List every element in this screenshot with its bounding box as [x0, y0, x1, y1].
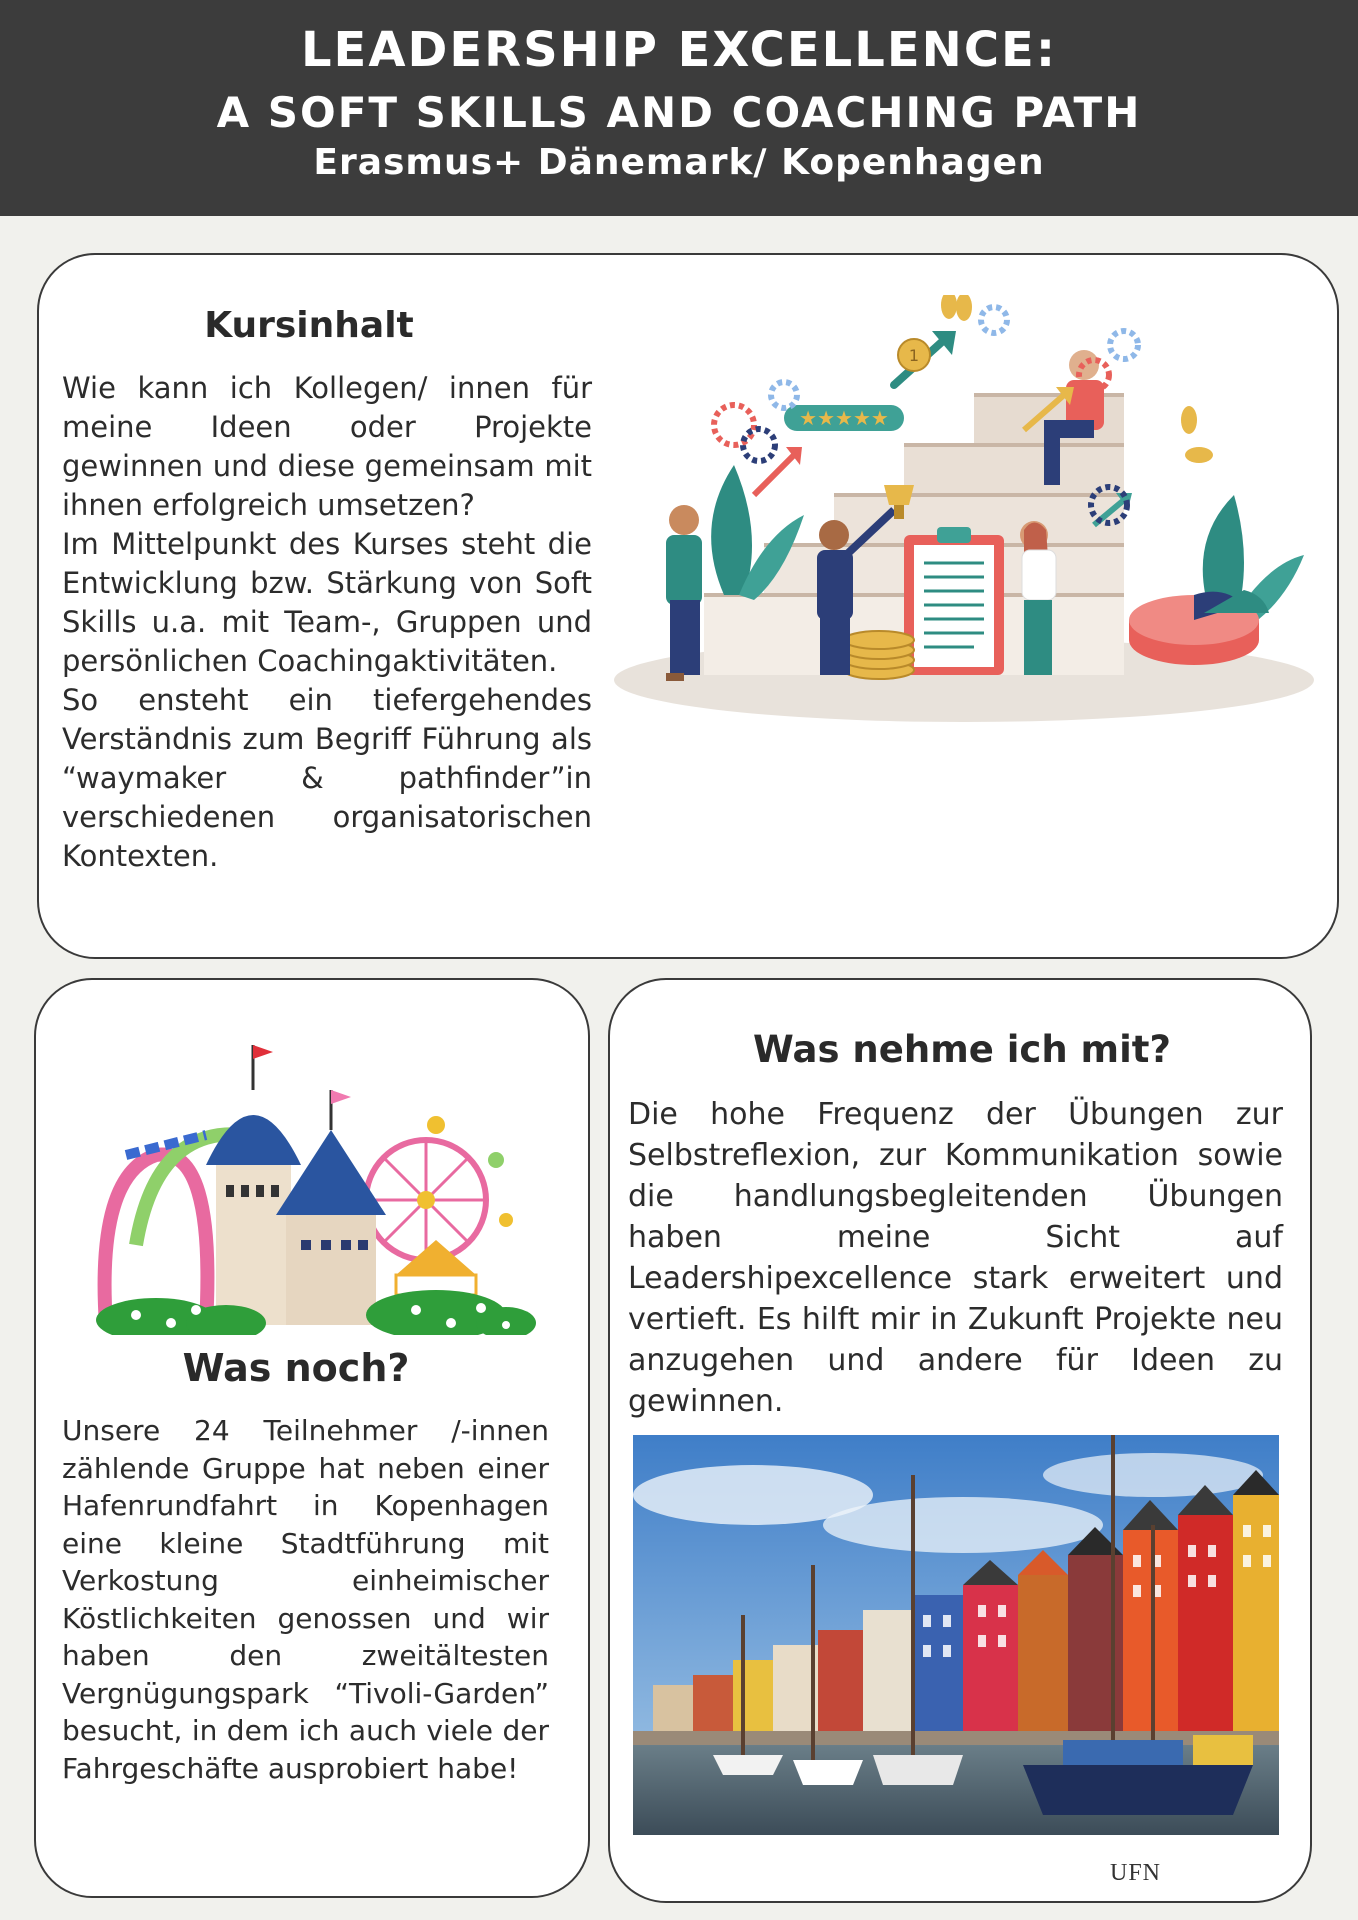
title-line-3: Erasmus+ Dänemark/ Kopenhagen: [313, 142, 1045, 183]
title-line-1: LEADERSHIP EXCELLENCE:: [300, 22, 1058, 78]
was-nehme-card: [608, 978, 1312, 1903]
svg-text:★★★★★: ★★★★★: [799, 406, 889, 430]
tivoli-castle-illustration: [96, 1025, 536, 1335]
header-banner: [0, 0, 1358, 216]
kursinhalt-paragraph-2: Im Mittelpunkt des Kurses steht die Entwicklung bzw. Stärkung von Soft Skills u.a. mit Team-, Gruppen und persönlichen Coachingaktivitäten.: [62, 527, 592, 678]
was-nehme-title: Was nehme ich mit?: [753, 1028, 1171, 1071]
kursinhalt-text: [62, 369, 592, 876]
nyhavn-harbor-photo: [633, 1435, 1279, 1835]
was-noch-text: Unsere 24 Teilnehmer /-innen zählende Gruppe hat neben einer Hafenrundfahrt in Kopenhagen eine kleine Stadtführung mit Verkostung einheimischer Köstlichkeiten genossen und wir haben den zweitältesten Vergnügungspark “Tivoli-Garden” besucht, in dem ich auch viele der Fahrgeschäfte ausprobiert habe!: [62, 1414, 549, 1785]
was-noch-card: [34, 978, 590, 1898]
was-noch-title: Was noch?: [182, 1346, 410, 1390]
signature-ufn: UFN: [1110, 1860, 1162, 1886]
title-line-2: A SOFT SKILLS AND COACHING PATH: [216, 88, 1142, 137]
svg-text:1: 1: [908, 346, 920, 365]
kursinhalt-paragraph-1: Wie kann ich Kollegen/ innen für meine Ideen oder Projekte gewinnen und diese gemeinsam mit ihnen erfolgreich umsetzen?: [62, 371, 592, 522]
kursinhalt-paragraph-3: So ensteht ein tiefergehendes Verständnis zum Begriff Führung als “waymaker & pathfinder”in verschiedenen organisatorischen Kontexten.: [62, 683, 592, 873]
kursinhalt-card: [37, 253, 1339, 959]
was-nehme-text: Die hohe Frequenz der Übungen zur Selbstreflexion, zur Kommunikation sowie die handlungsbegleitenden Übungen haben meine Sicht auf Leadershipexcellence stark erweitert und vertieft. Es hilft mir in Zukunft Projekte neu anzugehen und andere für Ideen zu gewinnen.: [628, 1097, 1283, 1419]
team-success-illustration: [604, 295, 1314, 735]
kursinhalt-title: Kursinhalt: [204, 305, 414, 346]
